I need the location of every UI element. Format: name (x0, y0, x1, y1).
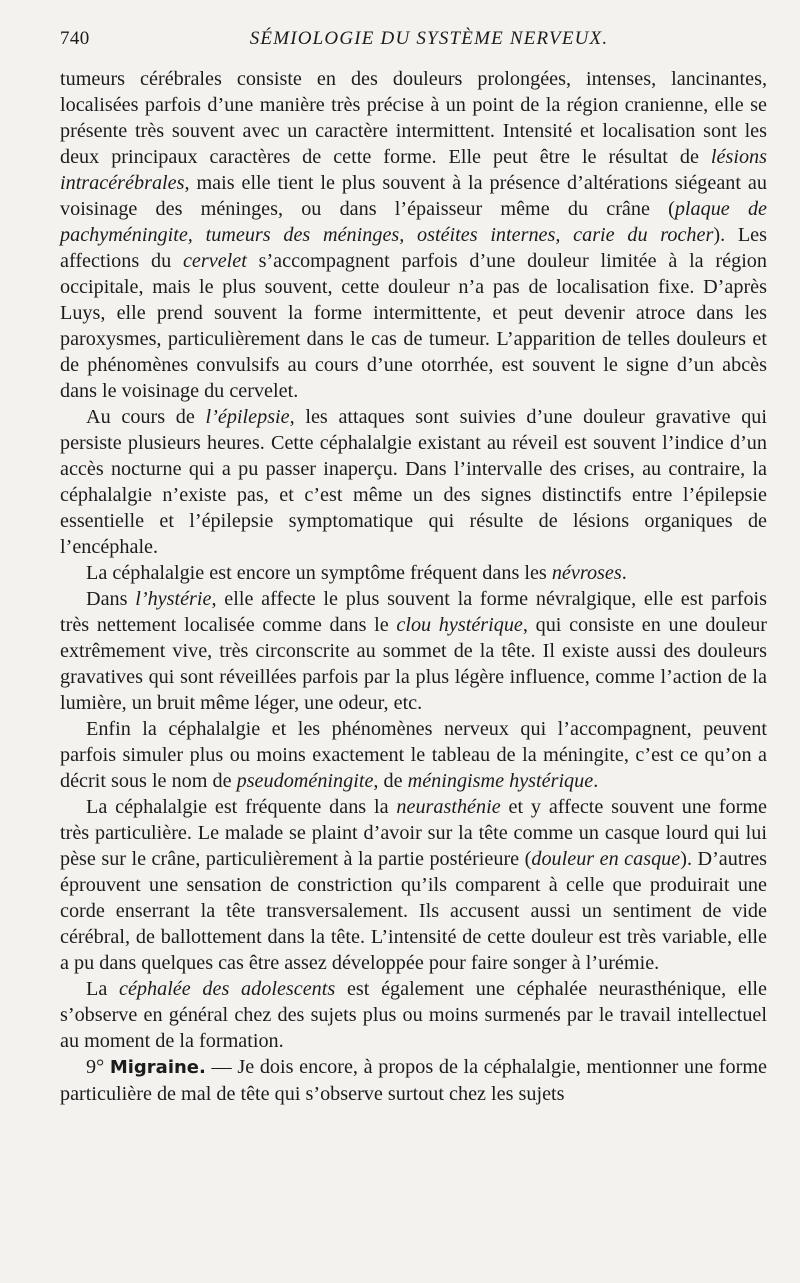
paragraph-8 (60, 1054, 767, 1107)
italic-run: plaque de pachyméningite, tumeurs des méninges, ostéites internes, carie du rocher (60, 198, 767, 246)
paragraph-1 (60, 66, 767, 404)
text-run: tumeurs cérébrales consiste en des douleurs prolongées, intenses, lancinantes, localisées parfois d’une manière très précise à un point de la région cranienne, elle se présente très souvent avec un caractère intermittent. Intensité et localisation sont les deux principaux caractères de cette forme. Elle peut être le résultat de (60, 68, 767, 168)
paragraph-5 (60, 716, 767, 794)
text-run: — Je dois encore, à propos de la céphalalgie, mentionner une forme particulière de mal de tête qui s’observe surtout chez les sujets (60, 1056, 767, 1105)
text-run: Enfin la céphalalgie et les phénomènes nerveux qui l’accompagnent, peuvent parfois simuler plus ou moins exactement le tableau de la méningite, c’est ce qu’on a décrit sous le nom de (60, 718, 767, 792)
italic-run: l’épilepsie (205, 406, 290, 428)
paragraph-4 (60, 586, 767, 716)
text-run: , elle affecte le plus souvent la forme névralgique, elle est parfois très nettement localisée comme dans le (60, 588, 767, 636)
running-head: SÉMIOLOGIE DU SYSTÈME NERVEUX. (249, 28, 609, 49)
paragraph-6 (60, 794, 767, 976)
text-run: Dans (86, 588, 136, 610)
text-run: ). Les affections du (60, 224, 767, 272)
paragraph-3 (60, 560, 767, 586)
italic-run: neurasthénie (396, 796, 501, 818)
italic-run: lésions intracérébrales (60, 146, 767, 194)
text-run: La (86, 978, 119, 1000)
text-run: La céphalalgie est encore un symptôme fréquent dans les (86, 562, 552, 584)
text-run: Au cours de (86, 406, 206, 428)
italic-run: névroses (551, 562, 622, 584)
text-run: , qui consiste en une douleur extrêmement vive, très circonscrite au sommet de la tête. Il existe aussi des douleurs gravatives qui sont réveillées parfois par la plus légère influence, comme l’action de la lumière, un bruit même léger, une odeur, etc. (60, 614, 768, 714)
body-text (60, 66, 767, 1107)
italic-run: méningisme hystérique (407, 770, 594, 792)
text-run: La céphalalgie est fréquente dans la (86, 796, 397, 818)
text-run: et y affecte souvent une forme très particulière. Le malade se plaint d’avoir sur la tête comme un casque lourd qui lui pèse sur le crâne, particulièrement à la partie postérieure ( (60, 796, 767, 870)
text-run: . (621, 562, 627, 584)
italic-run: douleur en casque (531, 848, 681, 870)
section-number: 9° (86, 1056, 110, 1078)
italic-run: pseudoméningite (236, 770, 374, 792)
text-run: , de (373, 770, 408, 792)
page-header (60, 22, 768, 54)
paragraph-7 (60, 976, 767, 1054)
text-run: , mais elle tient le plus souvent à la présence d’altérations siégeant au voisinage des méninges, ou dans l’épaisseur même du crâne ( (60, 172, 767, 220)
text-run: ). D’autres éprouvent une sensation de constriction qu’ils comparent à celle que produirait une corde enserrant la tête transversalement. Ils accusent aussi un sentiment de vide cérébral, de ballottement dans la tête. L’intensité de cette douleur est très variable, elle a pu dans quelques cas être assez développée pour faire songer à l’urémie. (60, 848, 768, 974)
italic-run: céphalée des adolescents (119, 978, 336, 1000)
text-run: s’accompagnent parfois d’une douleur limitée à la région occipitale, mais le plus souvent, cette douleur n’a pas de localisation fixe. D’après Luys, elle prend souvent la forme intermittente, et peut devenir atroce dans les paroxysmes, particulièrement dans le cas de tumeur. L’apparition de telles douleurs et de phénomènes convulsifs au cours d’une otorrhée, est souvent le signe d’un abcès dans le voisinage du cervelet. (60, 250, 767, 402)
italic-run: cervelet (182, 250, 247, 272)
text-run: est également une céphalée neurasthénique, elle s’observe en général chez des sujets plus ou moins surmenés par le travail intellectuel au moment de la formation. (60, 978, 767, 1052)
page-number: 740 (60, 28, 90, 49)
text-run: . (593, 770, 599, 792)
text-run: , les attaques sont suivies d’une douleur gravative qui persiste plusieurs heures. Cette céphalalgie existant au réveil est souvent l’indice d’un accès nocturne qui a pu passer inaperçu. Dans l’intervalle des crises, au contraire, la céphalalgie n’existe pas, et c’est même un des signes distinctifs entre l’épilepsie essentielle et l’épilepsie symptomatique qui résulte de lésions organiques de l’encéphale. (60, 406, 768, 558)
italic-run: clou hystérique (396, 614, 523, 636)
italic-run: l’hystérie (135, 588, 212, 610)
section-heading: Migraine. (109, 1057, 206, 1078)
paragraph-2 (60, 404, 767, 560)
